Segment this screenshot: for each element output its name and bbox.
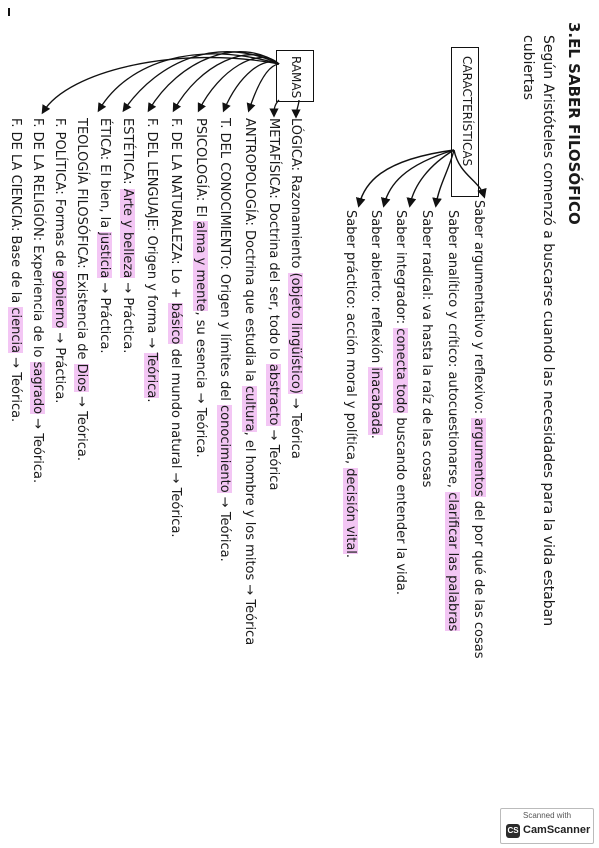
list-item: Saber práctico: acción moral y política, decisión vital. [343, 210, 358, 559]
list-item: Saber radical: va hasta la raíz de las cosas [419, 210, 434, 488]
list-item: Saber analítico y crítico: autocuestionarse, clarificar las palabras [445, 210, 460, 632]
camscanner-watermark [500, 808, 594, 844]
ramas-label: RAMAS [289, 56, 303, 99]
list-item: Saber argumentativo y reflexivo: argumentos del por qué de las cosas [471, 200, 486, 659]
list-item: F. DE LA CIENCIA: Base de la ciencia → Teórica. [8, 118, 23, 423]
list-item: Saber integrador: conecta todo buscando entender la vida. [393, 210, 408, 596]
intro-line-1: Según Aristóteles comenzó a buscarse cuando las necesidades para la vida estaban [540, 35, 556, 627]
camscanner-name: CamScanner [523, 824, 591, 836]
list-item: METAFÍSICA: Doctrina del ser, todo lo abstracto → Teórica [266, 118, 281, 491]
camscanner-logo-icon: CS [506, 824, 520, 838]
list-item: ANTROPOLOGÍA: Doctrina que estudia la cultura, el hombre y los mitos → Teórica [242, 118, 257, 646]
page-title: 3.EL SABER FILOSÓFICO [565, 22, 583, 225]
list-item: ESTÉTICA: Arte y belleza → Práctica. [120, 118, 135, 354]
list-item: ÉTICA: El bien, la justicia → Práctica. [97, 118, 112, 354]
list-item: LÓGICA: Razonamiento (objeto lingüístico) → Teórica [288, 118, 303, 459]
caracteristicas-label: CARACTERÍSTICAS [460, 56, 474, 167]
list-item: F. DE LA RELIGIÓN: Experiencia de lo sagrado → Teórica. [30, 118, 45, 484]
list-item: F. DE LA NATURALEZA: Lo + básico del mundo natural → Teórica. [168, 118, 183, 538]
list-item: TEOLOGÍA FILOSÓFICA: Existencia de Dios → Teórica. [74, 118, 89, 461]
scanned-with-text: Scanned with [522, 811, 572, 820]
list-item: Saber abierto: reflexión inacabada. [368, 210, 383, 439]
list-item: T. DEL CONOCIMIENTO: Origen y límites del conocimiento → Teórica. [217, 118, 232, 562]
list-item: F. DEL LENGUAJE: Origen y forma → Teórica. [144, 118, 159, 403]
intro-line-2: cubiertas [520, 35, 536, 101]
list-item: PSICOLOGÍA: El alma y mente, su esencia → Teórica. [193, 118, 208, 458]
list-item: F. POLÍTICA: Formas de gobierno → Práctica. [52, 118, 67, 404]
